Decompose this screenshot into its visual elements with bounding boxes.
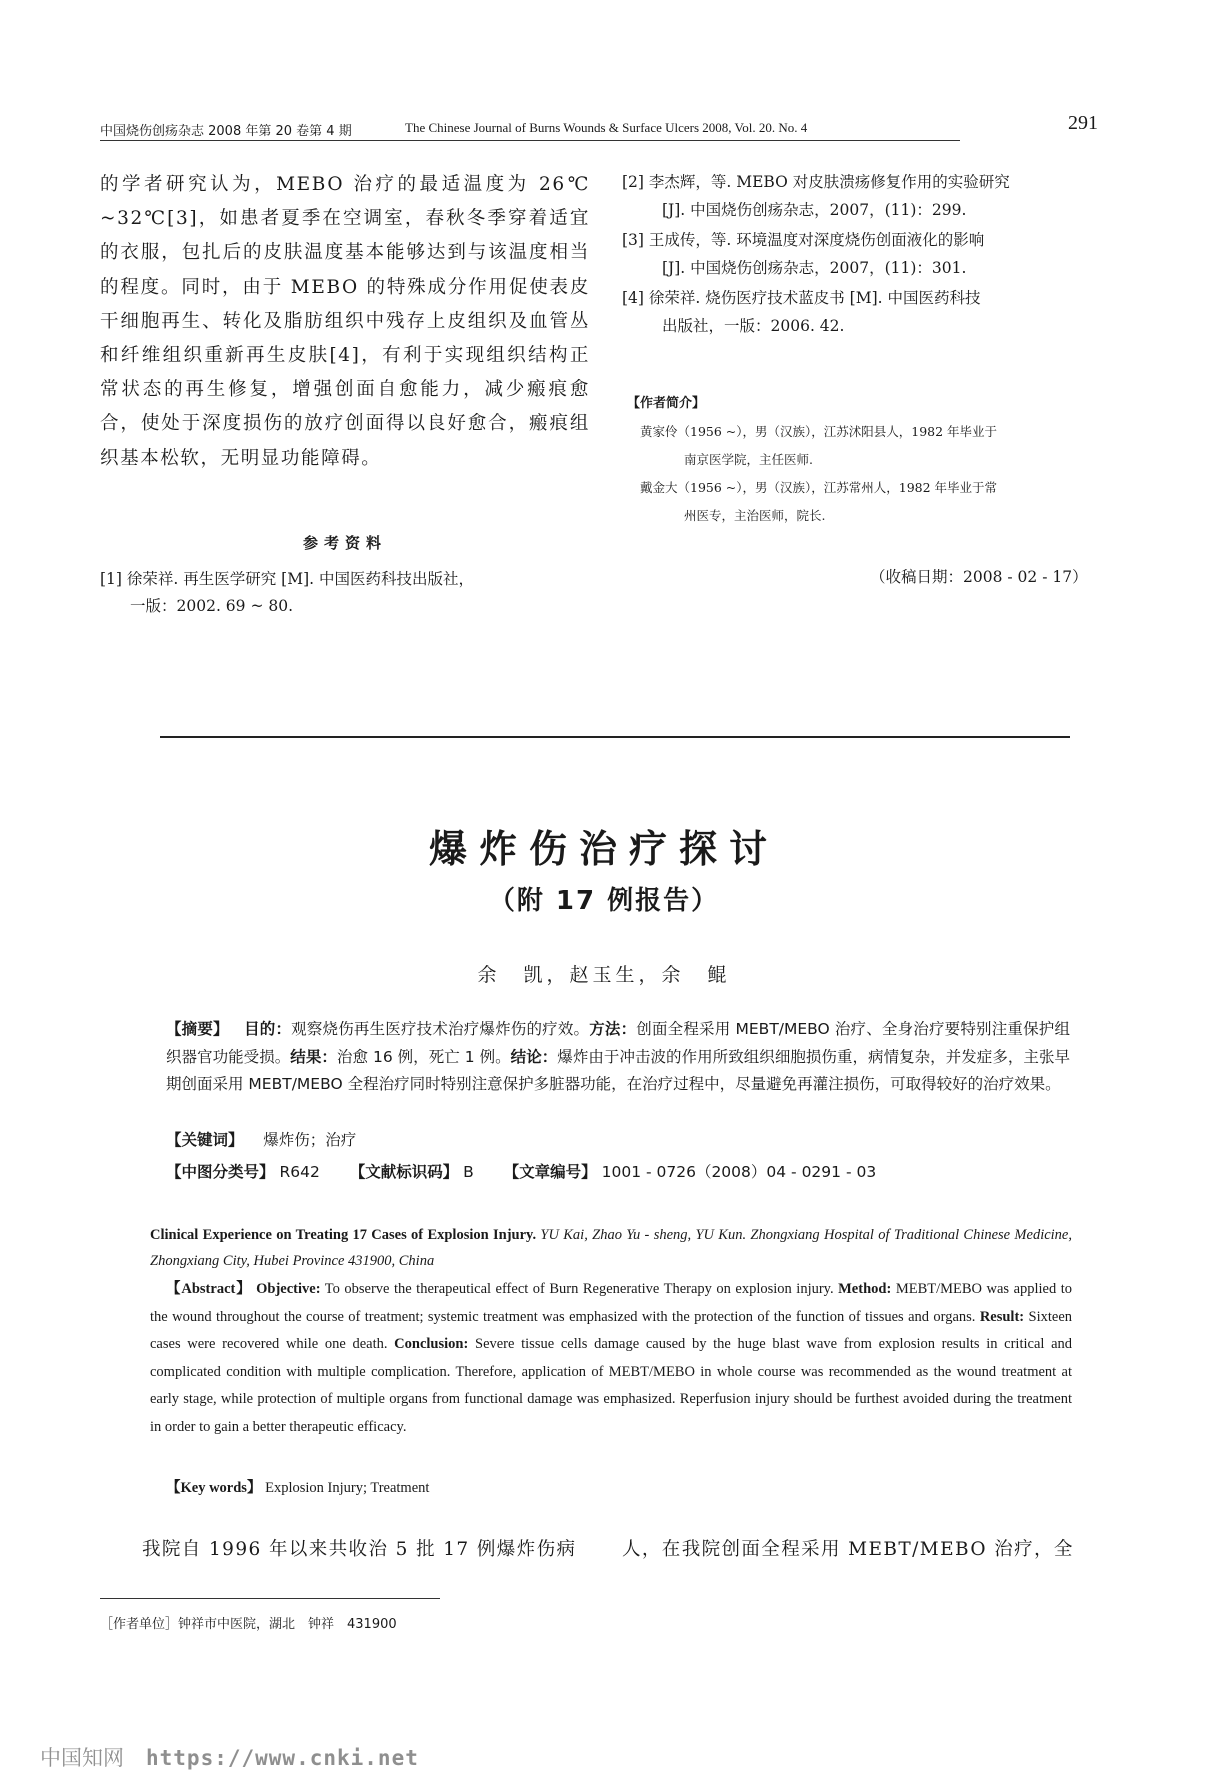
document-code-label: 【文献标识码】 (349, 1163, 459, 1181)
method-en-label: Method: (838, 1281, 892, 1297)
reference-4-line-1: [4] 徐荣祥. 烧伤医疗技术蓝皮书 [M]. 中国医药科技 (622, 289, 981, 307)
class-number-value: R642 (279, 1163, 320, 1181)
keywords-cn (166, 1128, 356, 1150)
author-bio-2 (622, 474, 1140, 530)
objective-en: To observe the therapeutical effect of Burn Regenerative Therapy on explosion injury. (324, 1281, 834, 1297)
reference-1 (100, 566, 600, 620)
keywords-cn-label: 【关键词】 (166, 1131, 244, 1149)
header-rule (100, 140, 960, 141)
result-cn: 治愈 16 例，死亡 1 例。 (336, 1047, 511, 1066)
footnote-rule (100, 1598, 440, 1599)
result-en: Sixteen cases were recovered while one death. (150, 1308, 1073, 1353)
method-cn: 创面全程采用 MEBT/MEBO 治疗、全身治疗要特别注重保护组织器官功能受损。 (166, 1020, 1070, 1066)
abstract-cn (166, 1016, 1070, 1099)
reference-4 (622, 284, 1122, 340)
method-en: MEBT/MEBO was applied to the wound throughout the course of treatment; systemic treatment was emphasized with the protection of the function of tissues and organs. (150, 1281, 1073, 1325)
objective-cn-label: 目的： (244, 1020, 292, 1038)
reference-3 (622, 226, 1122, 282)
conclusion-en-label: Conclusion: (394, 1336, 469, 1353)
article-title: 爆炸伤治疗探讨 (428, 827, 779, 871)
previous-article-paragraph: 的学者研究认为，MEBO 治疗的最适温度为 26℃ ~32℃[3]，如患者夏季在空调室，春秋冬季穿着适宜的衣服，包扎后的皮肤温度基本能够达到与该温度相当的程度。同时，由于 MEBO 的特殊成分作用促使表皮干细胞再生、转化及脂肪组织中残存上皮组织及血管丛和纤维组织重新再生皮肤[4]，有利于实现组织结构正常状态的再生修复，增强创面自愈能力，减少瘢痕愈合，使处于深度损伤的放疗创面得以良好愈合，瘢痕组织基本松软，无明显功能障碍。 (100, 174, 590, 469)
reference-4-line-2: 出版社，一版：2006. 42. (662, 317, 845, 335)
abstract-cn-label: 【摘要】 (166, 1020, 229, 1038)
article-subtitle: （附 17 例报告） (488, 886, 720, 916)
abstract-en-label: 【Abstract】 (166, 1281, 252, 1297)
english-title: Clinical Experience on Treating 17 Cases of Explosion Injury. (150, 1227, 537, 1243)
previous-article-left-column (100, 168, 590, 476)
result-cn-label: 结果： (290, 1047, 337, 1066)
reference-3-line-1: [3] 王成传，等. 环境温度对深度烧伤创面液化的影响 (622, 231, 985, 249)
page-number: 291 (1068, 112, 1098, 134)
author-bio-1-line-2: 南京医学院，主任医师. (684, 452, 813, 467)
body-text-left: 我院自 1996 年以来共收治 5 批 17 例爆炸伤病 (142, 1539, 577, 1560)
journal-name-en: The Chinese Journal of Burns Wounds & Surface Ulcers 2008, Vol. 20. No. 4 (405, 120, 808, 135)
cnki-watermark (40, 1742, 419, 1772)
keywords-en-value: Explosion Injury; Treatment (265, 1480, 430, 1496)
author-bio-2-line-2: 州医专，主治医师，院长. (684, 508, 826, 523)
abstract-en (150, 1276, 1072, 1442)
conclusion-en: Severe tissue cells damage caused by the huge blast wave from explosion results in critical and complicated condition with multiple complication. Therefore, application of MEBT/MEBO in whole course was recommended as the wound treatment at early stage, while protection of multiple organs from functional damage was emphasized. Reperfusion injury should be furthest avoided during the treatment in order to gain a better therapeutic efficacy. (150, 1336, 1073, 1435)
reference-1-line-2: 一版：2002. 69 ~ 80. (130, 597, 294, 615)
reference-2-line-1: [2] 李杰辉，等. MEBO 对皮肤溃疡修复作用的实验研究 (622, 173, 1010, 191)
article-number-label: 【文章编号】 (503, 1163, 597, 1181)
watermark-url[interactable]: https://www.cnki.net (146, 1746, 419, 1770)
keywords-en (166, 1476, 429, 1497)
journal-name-cn: 中国烧伤创疡杂志 2008 年第 20 卷第 4 期 (100, 124, 352, 139)
author-bio-heading: 【作者简介】 (627, 396, 706, 411)
author-bio-1-line-1: 黄家伶（1956 ~），男（汉族），江苏沭阳县人，1982 年毕业于 (640, 424, 998, 439)
article-divider (160, 736, 1070, 738)
previous-article-right-column (622, 168, 1122, 342)
reference-2-line-2: [J]. 中国烧伤创疡杂志，2007，(11)：299. (662, 201, 967, 219)
method-cn-label: 方法： (589, 1020, 637, 1038)
english-title-block (150, 1222, 1072, 1274)
document-code-value: B (463, 1163, 474, 1181)
objective-en-label: Objective: (256, 1281, 321, 1297)
keywords-en-label: 【Key words】 (166, 1480, 262, 1496)
english-authors: YU Kai, Zhao Yu - sheng, YU Kun. Zhongxiang Hospital of Traditional Chinese Medicine, Zhongxiang City, Hubei Province (150, 1227, 1072, 1269)
english-postcode: 431900, China (348, 1253, 435, 1269)
reference-1-line-1: [1] 徐荣祥. 再生医学研究 [M]. 中国医药科技出版社， (100, 570, 474, 588)
keywords-cn-value: 爆炸伤；治疗 (263, 1131, 357, 1149)
reference-2 (622, 168, 1122, 224)
received-date: （收稿日期：2008 - 02 - 17） (870, 568, 1088, 586)
reference-3-line-2: [J]. 中国烧伤创疡杂志，2007，(11)：301. (662, 259, 967, 277)
class-number-label: 【中图分类号】 (166, 1163, 275, 1181)
references-heading: 参考资料 (302, 534, 387, 552)
watermark-site: 中国知网 (40, 1746, 124, 1770)
running-header (100, 112, 1110, 148)
body-text-right: 人，在我院创面全程采用 MEBT/MEBO 治疗，全 (622, 1539, 1074, 1560)
classification-cn (166, 1160, 876, 1182)
author-bio-1 (622, 418, 1140, 474)
result-en-label: Result: (979, 1308, 1025, 1325)
article-number-value: 1001 - 0726（2008）04 - 0291 - 03 (601, 1163, 877, 1181)
conclusion-cn-label: 结论： (510, 1047, 558, 1066)
objective-cn: 观察烧伤再生医疗技术治疗爆炸伤的疗效。 (291, 1020, 590, 1038)
conclusion-cn: 爆炸由于冲击波的作用所致组织细胞损伤重，病情复杂，并发症多，主张早期创面采用 MEBT/MEBO 全程治疗同时特别注意保护多脏器功能，在治疗过程中，尽量避免再灌注损伤，可取得较好的治疗效果。 (166, 1047, 1070, 1094)
author-bio-2-line-1: 戴金大（1956 ~），男（汉族），江苏常州人，1982 年毕业于常 (640, 480, 998, 495)
author-affiliation: ［作者单位］钟祥市中医院，湖北 钟祥 431900 (100, 1617, 397, 1632)
article-authors: 余 凯，赵玉生，余 鲲 (477, 964, 731, 986)
